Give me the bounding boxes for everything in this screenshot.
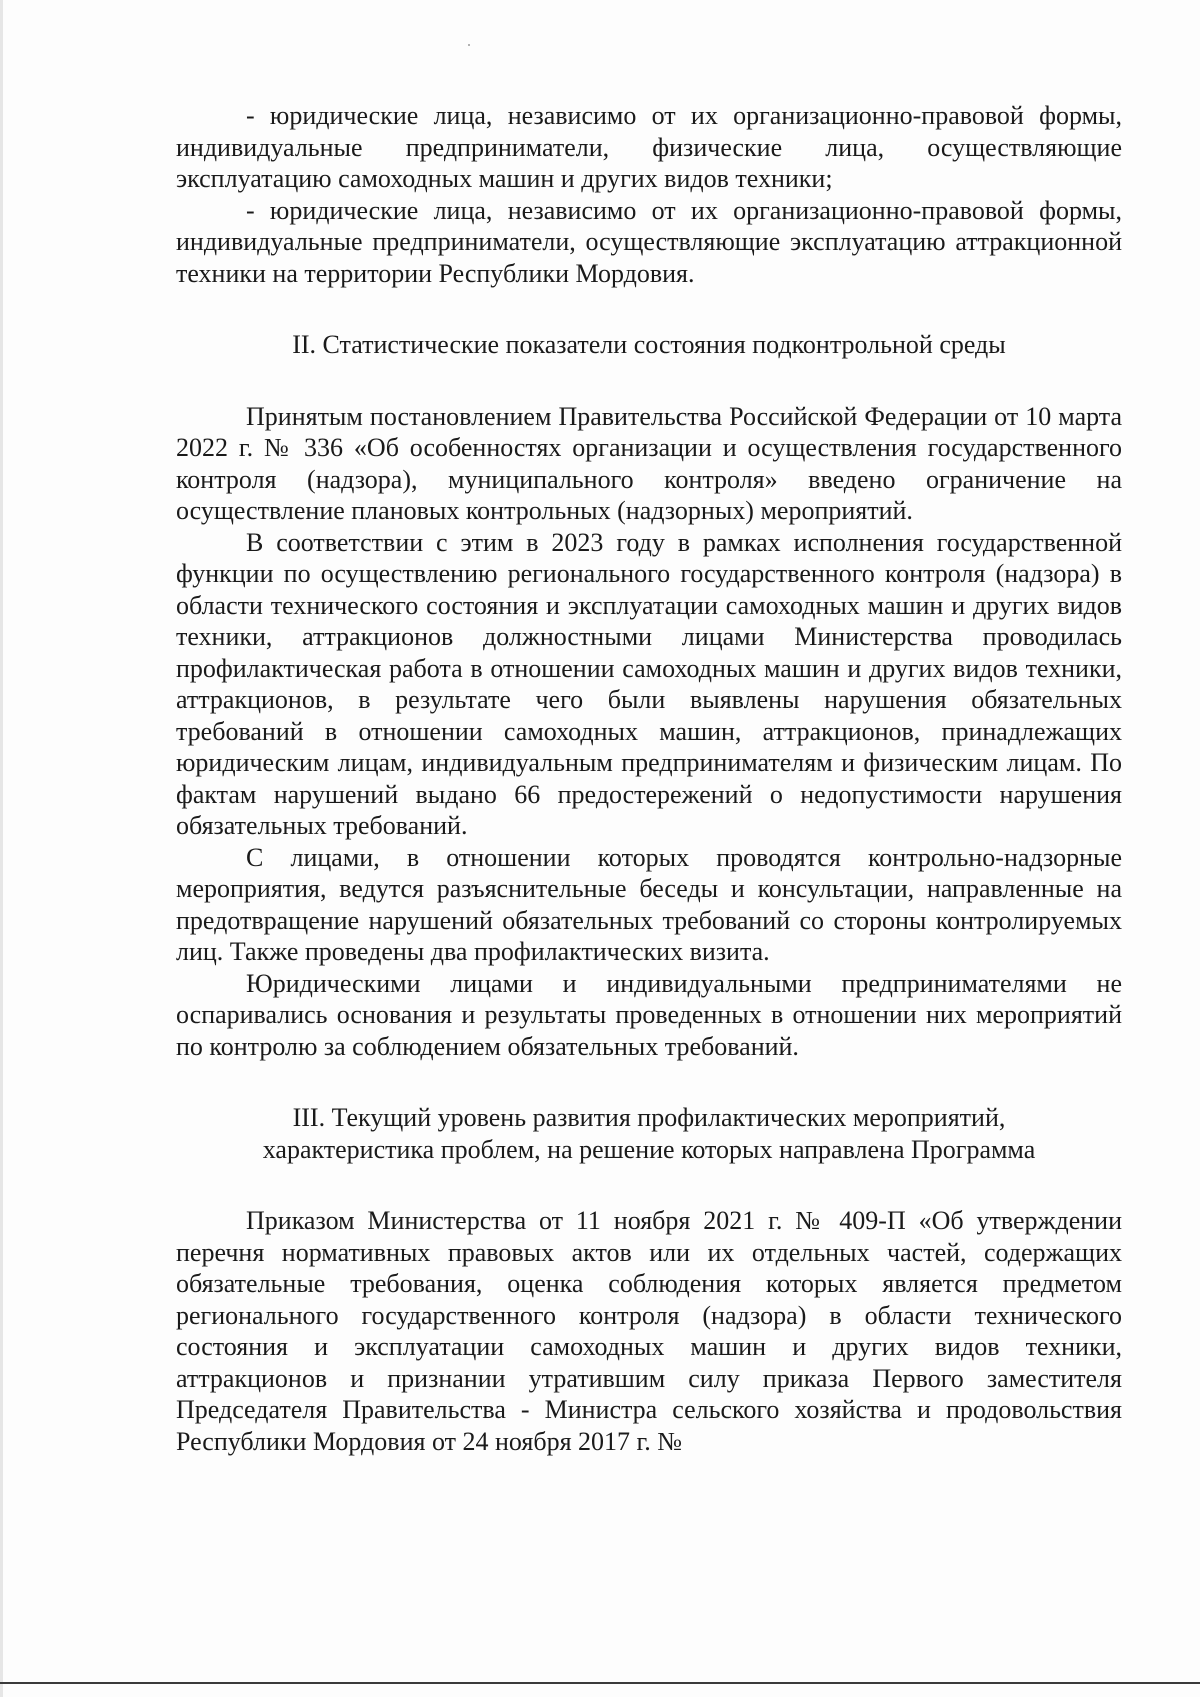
bullet-item: - юридические лица, независимо от их организационно-правовой формы, индивидуальные предприниматели, физические лица, осуществляющие эксплуатацию самоходных машин и других видов техники; xyxy=(176,101,1122,193)
document-body xyxy=(176,100,1122,1457)
paragraph: Принятым постановлением Правительства Российской Федерации от 10 марта 2022 г. № 336 «Об особенностях организации и осуществления государственного контроля (надзора), муниципального контроля» введено ограничение на осуществление плановых контрольных (надзорных) мероприятий. xyxy=(176,401,1122,525)
section-heading: II. Статистические показатели состояния подконтрольной среды xyxy=(292,330,1006,359)
paragraph: Приказом Министерства от 11 ноября 2021 г. № 409-П «Об утверждении перечня нормативных правовых актов или их отдельных частей, содержащих обязательные требования, оценка соблюдения которых является предметом регионального государственного контроля (надзора) в области технического состояния и эксплуатации самоходных машин и других видов техники, аттракционов и признании утратившим силу приказа Первого заместителя Председателя Правительства - Министра сельского хозяйства и продовольствия Республики Мордовия от 24 ноября 2017 г. № xyxy=(176,1206,1122,1456)
paragraph: В соответствии с этим в 2023 году в рамках исполнения государственной функции по осуществлению регионального государственного контроля (надзора) в области технического состояния и эксплуатации самоходных машин и других видов техники, аттракционов должностными лицами Министерства проводилась профилактическая работа в отношении самоходных машин и других видов техники, аттракционов, в результате чего были выявлены нарушения обязательных требований в отношении самоходных машин, аттракционов, принадлежащих юридическим лицам, индивидуальным предпринимателям и физическим лицам. По фактам нарушений выдано 66 предостережений о недопустимости нарушения обязательных требований. xyxy=(176,527,1122,840)
bullet-item: - юридические лица, независимо от их организационно-правовой формы, индивидуальные предприниматели, осуществляющие эксплуатацию аттракционной техники на территории Республики Мордовия. xyxy=(176,195,1122,288)
paragraph: С лицами, в отношении которых проводятся контрольно-надзорные мероприятия, ведутся разъяснительные беседы и консультации, направленные на предотвращение нарушений обязательных требований со стороны контролируемых лиц. Также проведены два профилактических визита. xyxy=(176,842,1122,966)
scan-speck xyxy=(468,44,470,46)
section-heading-line2: характеристика проблем, на решение которых направлена Программа xyxy=(262,1134,1036,1164)
paragraph: Юридическими лицами и индивидуальными предпринимателями не оспаривались основания и результаты проведенных в отношении них мероприятий по контролю за соблюдением обязательных требований. xyxy=(176,968,1122,1061)
scan-bottom-edge xyxy=(0,1682,1200,1684)
section-heading-line1: III. Текущий уровень развития профилактических мероприятий, xyxy=(292,1103,1006,1132)
scan-edge xyxy=(0,0,3,1697)
